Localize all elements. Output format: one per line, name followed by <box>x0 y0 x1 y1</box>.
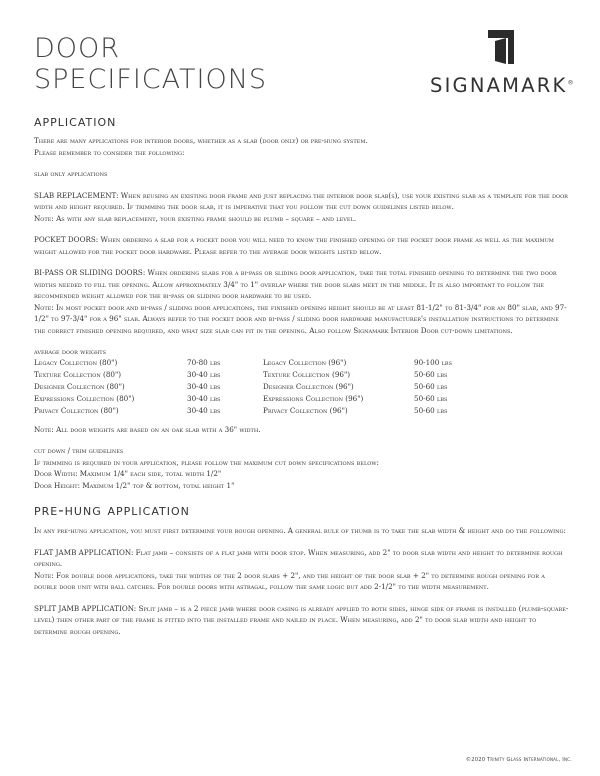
cutdown-width: Door Width: Maximum 1/4" each side, total width 1/2" <box>34 469 222 478</box>
flat-jamb-text: FLAT JAMB APPLICATION: Flat jamb – consists of a flat jamb with door stop. When measuring, add 2" to door slab width and height to determine rough opening. <box>34 547 563 568</box>
bipass-text: BI-PASS OR SLIDING DOORS: When ordering slabs for a bi-pass or sliding door application, take the total finished opening to determine the two door widths needed to fill the opening. Allow approximately 3/4" to 1" overlap where the door slabs meet in the middle. It is also important to follow the recommended weight allowed for the bi-pass or sliding door hardware to be used. <box>34 268 557 300</box>
cutdown-height: Door Height: Maximum 1/2" top & bottom, total height 1" <box>34 480 235 490</box>
weight-collection-80: Texture Collection (80") <box>34 369 122 379</box>
table-row <box>34 382 494 394</box>
copyright-footer: ©2020 Trinity Glass International, Inc. <box>465 757 572 763</box>
table-row <box>34 370 494 382</box>
bipass-note: Note: In most pocket door and bi-pass / sliding door applications, the finished opening height should be at least 81-1/2" to 81-3/4" for an 80" slab, and 97-1/2" to 97-3/4" for a 96" slab. Always refer to the pocket door and bi-pass / sliding door hardware manufacturer's installation instructions to determine the correct finished opening required, and what size slab can fit in the opening. Also follow Signamark Interior Door cut-down limitations. <box>34 302 567 335</box>
weight-value-96: 50-60 lbs <box>414 381 448 391</box>
slab-replacement-text: SLAB REPLACEMENT: When reusing an existing door frame and just replacing the interior door slab(s), use your existing slab as a template for the door width and height required. If trimming the door slab, it is imperative that you follow the cut down guidelines listed below. <box>34 190 568 211</box>
page-title <box>34 33 267 95</box>
weight-collection-80: Privacy Collection (80") <box>34 405 119 415</box>
split-jamb-text: SPLIT JAMB APPLICATION: Split jamb – is a 2 piece jamb where door casing is already applied to both sides, hinge side of frame is installed (plumb-square-level) then other part of the frame is fitted into the installed frame and nailed in place. When measuring, add 2" to door slab width and height to determine rough opening. <box>34 603 569 636</box>
weight-collection-96: Privacy Collection (96") <box>263 405 348 415</box>
main-content <box>34 112 570 637</box>
prehung-heading: pre-hung application <box>34 501 190 519</box>
page-title-line-1: DOOR <box>34 33 121 64</box>
weight-value-96: 90-100 lbs <box>414 357 452 367</box>
weight-value-96: 50-60 lbs <box>414 405 448 415</box>
weight-value-80: 30-40 lbs <box>187 369 221 379</box>
door-weights-table <box>34 358 494 418</box>
weight-collection-96: Legacy Collection (96") <box>263 357 347 367</box>
flat-jamb-note: Note: For double door applications, take the widths of the 2 door slabs + 2", and the height of the door slab + 2" to determine rough opening for a double door unit with ball catches. For double doors with astragal, follow the same logic but add 2-1/2" to the width measurement. <box>34 570 545 591</box>
table-row <box>34 358 494 370</box>
application-heading: application <box>34 112 117 130</box>
weight-value-80: 30-40 lbs <box>187 381 221 391</box>
signamark-door-logo-icon <box>488 30 520 64</box>
weight-collection-96: Expressions Collection (96") <box>263 393 364 403</box>
pocket-doors-text: POCKET DOORS: When ordering a slab for a pocket door you will need to know the finished opening of the pocket door frame as well as the maximum weight allowed for the pocket door hardware. Please refer to the average door weights listed below. <box>34 235 554 256</box>
weight-value-80: 30-40 lbs <box>187 405 221 415</box>
slab-only-heading: slab only applications <box>34 169 108 178</box>
weight-collection-80: Legacy Collection (80") <box>34 357 118 367</box>
registered-mark: ® <box>567 79 574 87</box>
weight-collection-96: Texture Collection (96") <box>263 369 351 379</box>
application-intro-1: There are many applications for interior doors, whether as a slab (door only) or pre-hung system. <box>34 136 368 145</box>
average-weights-heading: average door weights <box>34 347 107 356</box>
page-title-line-2: SPECIFICATIONS <box>34 64 268 95</box>
weight-value-80: 70-80 lbs <box>187 357 221 367</box>
weight-value-96: 50-60 lbs <box>414 369 448 379</box>
prehung-intro: In any pre-hung application, you must first determine your rough opening. A general rule of thumb is to take the slab width & height and do the following: <box>34 526 566 535</box>
application-intro-2: Please remember to consider the following: <box>34 147 185 157</box>
cutdown-heading: cut down / trim guidelines <box>34 446 124 455</box>
table-row <box>34 406 494 418</box>
table-row <box>34 394 494 406</box>
weight-collection-80: Designer Collection (80") <box>34 381 125 391</box>
weight-value-80: 30-40 lbs <box>187 393 221 403</box>
cutdown-intro: If trimming is required in your application, please follow the maximum cut down specifications below: <box>34 457 379 467</box>
weight-collection-96: Designer Collection (96") <box>263 381 354 391</box>
brand-wordmark: SIGNAMARK® <box>430 74 574 97</box>
weights-note: Note: All door weights are based on an oak slab with a 36" width. <box>34 424 261 434</box>
weight-collection-80: Expressions Collection (80") <box>34 393 135 403</box>
slab-replacement-note: Note: As with any slab replacement, your existing frame should be plumb – square – and level. <box>34 213 357 223</box>
weight-value-96: 50-60 lbs <box>414 393 448 403</box>
